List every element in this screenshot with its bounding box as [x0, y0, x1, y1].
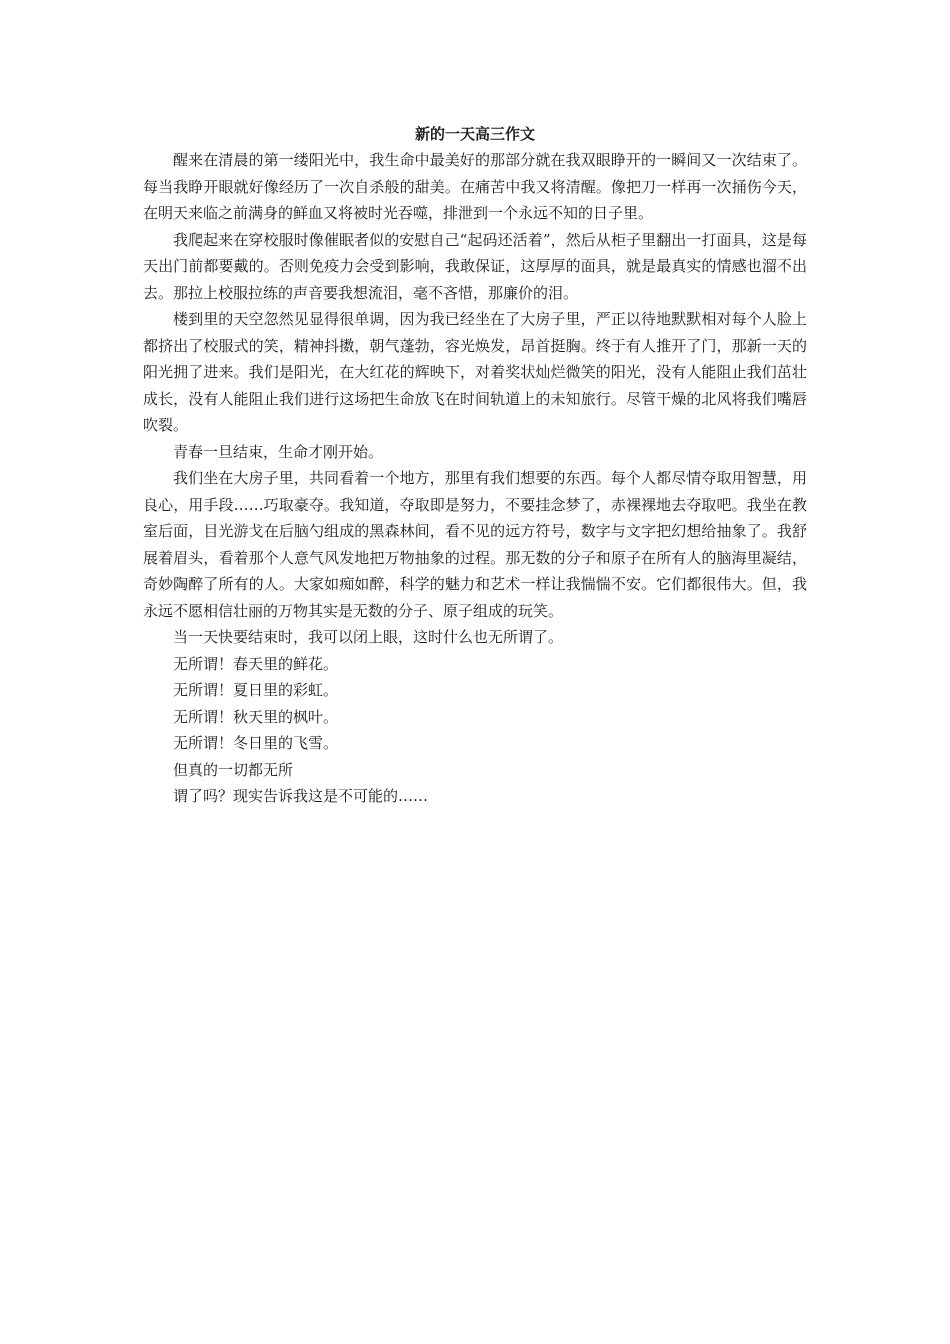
paragraph-4: 青春一旦结束，生命才刚开始。 — [173, 442, 384, 461]
paragraph-10: 无所谓！冬日里的飞雪。 — [173, 734, 339, 752]
paragraph-5: 我们坐在大房子里，共同看着一个地方，那里有我们想要的东西。每个人都尽情夺取用智慧，用良心，用手段……巧取豪夺。我知道，夺取即是努力，不要挂念梦了，赤裸裸地去夺取吧。我坐在教室后面，目光游戈在后脑勺组成的黑森林间，看不见的远方符号，数字与文字把幻想给抽象了。我舒展着眉头，看着那个人意气风发地把万物抽象的过程。那无数的分子和原子在所有人的脑海里凝结，奇妙陶醉了所有的人。大家如痴如醉，科学的魅力和艺术一样让我惴惴不安。它们都很伟大。但，我永远不愿相信壮丽的万物其实是无数的分子、原子组成的玩笑。 — [143, 469, 807, 620]
essay-body — [143, 121, 807, 810]
essay-title: 新的一天高三作文 — [414, 125, 535, 143]
paragraph-11: 但真的一切都无所 — [173, 760, 294, 779]
paragraph-12: 谓了吗？现实告诉我这是不可能的…… — [173, 787, 429, 805]
paragraph-7: 无所谓！春天里的鲜花。 — [173, 654, 339, 673]
paragraph-2: 我爬起来在穿校服时像催眠者似的安慰自己“起码还活着”，然后从柜子里翻出一打面具，这是每天出门前都要戴的。否则免疫力会受到影响，我敢保证，这厚厚的面具，就是最真实的情感也溜不出去。那拉上校服拉练的声音要我想流泪，毫不吝惜，那廉价的泪。 — [143, 230, 807, 302]
paragraph-1: 醒来在清晨的第一缕阳光中，我生命中最美好的那部分就在我双眼睁开的一瞬间又一次结束了。每当我睁开眼就好像经历了一次自杀般的甜美。在痛苦中我又将清醒。像把刀一样再一次捅伤今天，在明天来临之前满身的鲜血又将被时光吞噬，排泄到一个永远不知的日子里。 — [143, 151, 807, 222]
paragraph-9: 无所谓！秋天里的枫叶。 — [173, 707, 339, 726]
paragraph-3: 楼到里的天空忽然见显得很单调，因为我已经坐在了大房子里，严正以待地默默相对每个人脸上都挤出了校服式的笑，精神抖擞，朝气蓬勃，容光焕发，昂首挺胸。终于有人推开了门，那新一天的阳光拥了进来。我们是阳光，在大红花的辉映下，对着奖状灿烂微笑的阳光，没有人能阻止我们茁壮成长，没有人能阻止我们进行这场把生命放飞在时间轨道上的未知旅行。尽管干燥的北风将我们嘴唇吹裂。 — [143, 310, 807, 434]
paragraph-6: 当一天快要结束时，我可以闭上眼，这时什么也无所谓了。 — [173, 628, 564, 646]
paragraph-8: 无所谓！夏日里的彩虹。 — [173, 681, 339, 699]
